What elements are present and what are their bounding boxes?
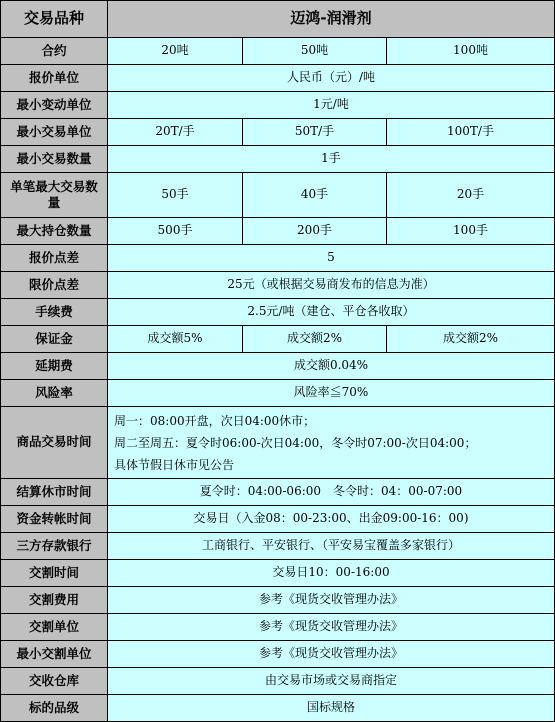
min-trade-unit-row [1,119,555,146]
risk-rate-row [1,380,555,407]
min-trade-unit-label: 最小交易单位 [1,119,108,146]
max-single-trade-label: 单笔最大交易数量 [1,173,108,218]
delivery-fee-label: 交割费用 [1,587,108,614]
quote-spread-label: 报价点差 [1,245,108,272]
limit-spread-label: 限价点差 [1,272,108,299]
settlement-break-row [1,479,555,506]
quote-unit-label: 报价单位 [1,65,108,92]
quote-spread-value: 5 [108,245,555,272]
delivery-fee-value: 参考《现货交收管理办法》 [108,587,555,614]
warehouse-label: 交收仓库 [1,668,108,695]
risk-rate-value: 风险率≦70% [108,380,555,407]
contract-value-3: 100吨 [387,38,555,65]
trading-hours-value [108,407,555,479]
margin-row [1,326,555,353]
quote-unit-row [1,65,555,92]
min-tick-label: 最小变动单位 [1,92,108,119]
margin-label: 保证金 [1,326,108,353]
max-position-value-1: 500手 [108,218,243,245]
min-delivery-unit-label: 最小交割单位 [1,641,108,668]
min-delivery-unit-row [1,641,555,668]
max-single-trade-value-3: 20手 [387,173,555,218]
min-trade-unit-value-2: 50T/手 [243,119,387,146]
deferral-fee-value: 成交额0.04% [108,353,555,380]
custodian-banks-label: 三方存款银行 [1,533,108,560]
limit-spread-value: 25元（或根据交易商发布的信息为准） [108,272,555,299]
trading-hours-line-3: 具体节假日休市见公告 [114,457,235,472]
delivery-time-value: 交易日10：00-16:00 [108,560,555,587]
settlement-break-value: 夏令时：04:00-06:00 冬令时：04：00-07:00 [108,479,555,506]
fund-transfer-value: 交易日（入金08：00-23:00、出金09:00-16：00) [108,506,555,533]
custodian-banks-value: 工商银行、平安银行、（平安易宝覆盖多家银行） [108,533,555,560]
deferral-fee-row [1,353,555,380]
standard-grade-label: 标的品级 [1,695,108,722]
max-position-value-2: 200手 [243,218,387,245]
custodian-banks-row [1,533,555,560]
min-trade-qty-row [1,146,555,173]
margin-value-3: 成交额2% [387,326,555,353]
warehouse-row [1,668,555,695]
fund-transfer-label: 资金转帐时间 [1,506,108,533]
trading-hours-line-1: 周一：08:00开盘，次日04:00休市； [114,413,316,428]
contract-row [1,38,555,65]
contract-value-2: 50吨 [243,38,387,65]
min-trade-unit-value-1: 20T/手 [108,119,243,146]
min-tick-value: 1元/吨 [108,92,555,119]
margin-value-1: 成交额5% [108,326,243,353]
header-row [1,1,555,38]
product-name: 迈鸿-润滑剂 [108,1,555,38]
trading-hours-row [1,407,555,479]
header-label: 交易品种 [1,1,108,38]
fee-row [1,299,555,326]
delivery-unit-label: 交割单位 [1,614,108,641]
min-delivery-unit-value: 参考《现货交收管理办法》 [108,641,555,668]
delivery-fee-row [1,587,555,614]
delivery-time-row [1,560,555,587]
quote-unit-value: 人民币（元）/吨 [108,65,555,92]
delivery-unit-value: 参考《现货交收管理办法》 [108,614,555,641]
delivery-time-label: 交割时间 [1,560,108,587]
max-position-value-3: 100手 [387,218,555,245]
contract-value-1: 20吨 [108,38,243,65]
trading-hours-line-2: 周二至周五：夏令时06:00-次日04:00，冬令时07:00-次日04:00； [114,435,477,450]
risk-rate-label: 风险率 [1,380,108,407]
fee-value: 2.5元/吨（建仓、平仓各收取） [108,299,555,326]
min-tick-row [1,92,555,119]
standard-grade-value: 国标规格 [108,695,555,722]
max-position-row [1,218,555,245]
settlement-break-label: 结算休市时间 [1,479,108,506]
margin-value-2: 成交额2% [243,326,387,353]
quote-spread-row [1,245,555,272]
deferral-fee-label: 延期费 [1,353,108,380]
limit-spread-row [1,272,555,299]
warehouse-value: 由交易市场或交易商指定 [108,668,555,695]
min-trade-qty-value: 1手 [108,146,555,173]
min-trade-unit-value-3: 100T/手 [387,119,555,146]
trading-hours-label: 商品交易时间 [1,407,108,479]
fund-transfer-row [1,506,555,533]
delivery-unit-row [1,614,555,641]
standard-grade-row [1,695,555,722]
max-single-trade-row [1,173,555,218]
max-position-label: 最大持仓数量 [1,218,108,245]
fee-label: 手续费 [1,299,108,326]
max-single-trade-value-2: 40手 [243,173,387,218]
contract-label: 合约 [1,38,108,65]
max-single-trade-value-1: 50手 [108,173,243,218]
min-trade-qty-label: 最小交易数量 [1,146,108,173]
